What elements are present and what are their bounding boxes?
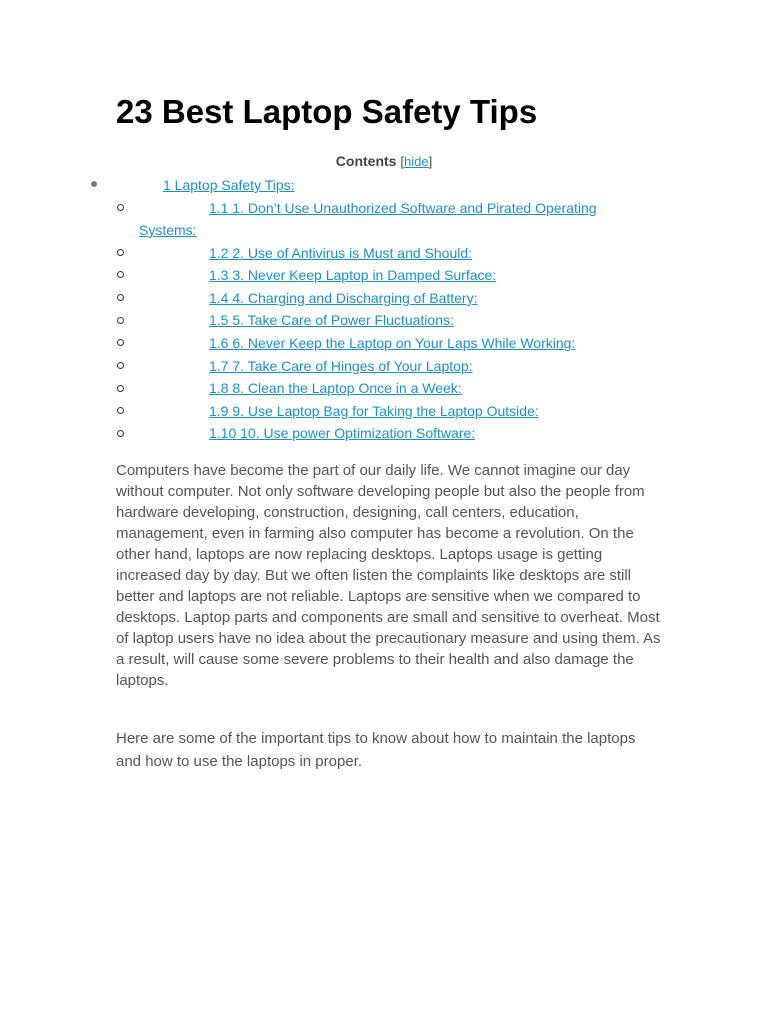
toc-link-laptop-safety-tips[interactable]: 1 Laptop Safety Tips: bbox=[163, 177, 295, 193]
toc-link-1-8[interactable]: 1.8 8. Clean the Laptop Once in a Week: bbox=[209, 380, 462, 396]
toc-bullet-circle bbox=[117, 385, 124, 392]
tips-intro-paragraph: Here are some of the important tips to know about how to maintain the laptops and how to use the laptops in proper. bbox=[116, 730, 636, 770]
toc-link-1-4[interactable]: 1.4 4. Charging and Discharging of Battery: bbox=[209, 290, 478, 306]
intro-paragraph: Computers have become the part of our daily life. We cannot imagine our day without computer. Not only software developing people but also the people from hardware developing, construction, designing, call centers, education, management, even in farming also computer has become a revolution. On the other hand, laptops are now replacing desktops. Laptops usage is getting increased day by day. But we often listen the complaints like desktops are still better and laptops are not reliable. Laptops are sensitive when we compared to desktops. Laptop parts and components are small and sensitive to overheat. Most of laptop users have no idea about the precautionary measure and using them. As a result, will cause some severe problems to their health and also damage the laptops. bbox=[116, 462, 661, 689]
toc-link-1-10[interactable]: 1.10 10. Use power Optimization Software: bbox=[209, 425, 476, 441]
toc-bullet-disc bbox=[91, 181, 97, 187]
toc-link-1-9[interactable]: 1.9 9. Use Laptop Bag for Taking the Laptop Outside: bbox=[209, 403, 539, 419]
toc-bullet-circle bbox=[117, 294, 124, 301]
toc-bracket-close: ] bbox=[428, 154, 433, 169]
toc-link-1-1-continued[interactable]: Systems: bbox=[139, 222, 197, 238]
toc-link-1-7[interactable]: 1.7 7. Take Care of Hinges of Your Laptop: bbox=[209, 358, 473, 374]
toc-bullet-circle bbox=[117, 430, 124, 437]
toc-link-1-1[interactable]: 1.1 1. Don’t Use Unauthorized Software and Pirated Operating bbox=[209, 200, 597, 216]
toc-bullet-circle bbox=[117, 317, 124, 324]
toc-bracket-open: [ bbox=[400, 154, 404, 169]
toc-header bbox=[0, 152, 768, 171]
toc-link-1-5[interactable]: 1.5 5. Take Care of Power Fluctuations: bbox=[209, 312, 454, 328]
toc-bullet-circle bbox=[117, 362, 124, 369]
toc-link-1-6[interactable]: 1.6 6. Never Keep the Laptop on Your Laps While Working: bbox=[209, 335, 576, 351]
toc-bullet-circle bbox=[117, 249, 124, 256]
toc-bullet-circle bbox=[117, 407, 124, 414]
toc-link-1-2[interactable]: 1.2 2. Use of Antivirus is Must and Should: bbox=[209, 245, 473, 261]
toc-hide-link[interactable]: hide bbox=[403, 154, 429, 169]
page-title: 23 Best Laptop Safety Tips bbox=[116, 93, 538, 130]
toc-bullet-circle bbox=[117, 204, 124, 211]
toc-link-1-3[interactable]: 1.3 3. Never Keep Laptop in Damped Surface: bbox=[209, 267, 497, 283]
toc-bullet-circle bbox=[117, 271, 124, 278]
toc-bullet-circle bbox=[117, 339, 124, 346]
toc-heading: Contents bbox=[335, 153, 397, 169]
